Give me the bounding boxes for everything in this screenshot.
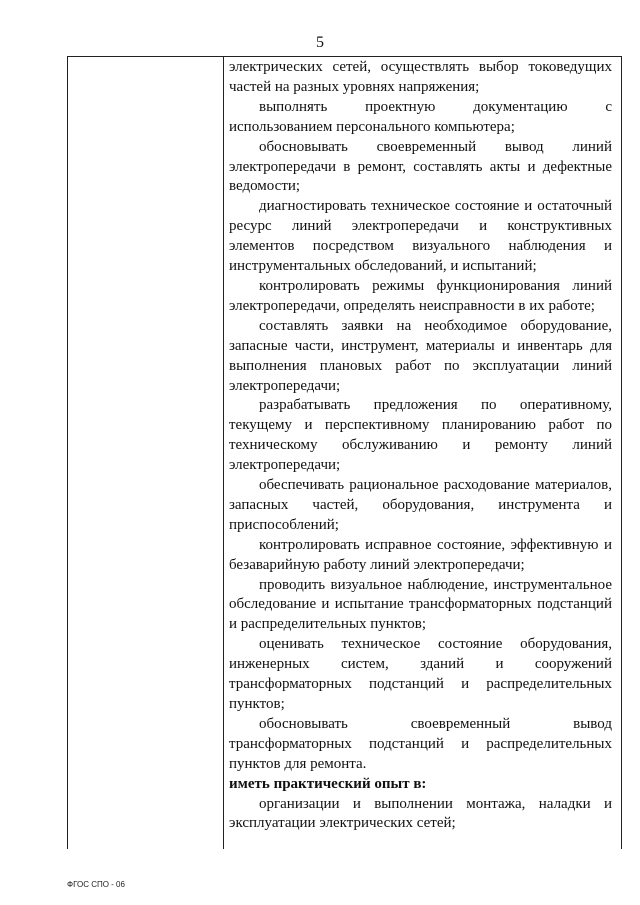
paragraph: диагностировать техническое состояние и остаточный ресурс линий электропередачи и конструктивных элементов посредством визуального наблюдения и инструментальных обследований, и испытаний; — [229, 198, 612, 275]
paragraph: обосновывать своевременный вывод трансформаторных подстанций и распределительных пунктов для ремонта. — [229, 715, 612, 772]
table-right-column — [225, 57, 618, 849]
section-heading: иметь практический опыт в: — [229, 775, 427, 792]
paragraph: оценивать техническое состояние оборудования, инженерных систем, зданий и сооружений трансформаторных подстанций и распределительных пунктов; — [229, 636, 612, 712]
paragraph: контролировать исправное состояние, эффективную и безаварийную работу линий электропередачи; — [229, 536, 612, 573]
paragraph: организации и выполнении монтажа, наладки и эксплуатации электрических сетей; — [229, 795, 612, 832]
page-number: 5 — [316, 34, 324, 51]
table-left-column — [68, 57, 224, 849]
content-table — [67, 56, 622, 849]
paragraph: обосновывать своевременный вывод линий электропередачи в ремонт, составлять акты и дефектные ведомости; — [229, 138, 612, 195]
paragraph: обеспечивать рациональное расходование материалов, запасных частей, оборудования, инструмента и приспособлений; — [229, 477, 612, 533]
paragraph: электрических сетей, осуществлять выбор токоведущих частей на разных уровнях напряжения; — [229, 59, 612, 95]
paragraph: составлять заявки на необходимое оборудование, запасные части, инструмент, материалы и инвентарь для выполнения плановых работ по эксплуатации линий электропередачи; — [229, 317, 612, 394]
footer-label: ФГОС СПО - 06 — [67, 880, 125, 889]
paragraph: выполнять проектную документацию с использованием персонального компьютера; — [229, 98, 612, 135]
paragraph: проводить визуальное наблюдение, инструментальное обследование и испытание трансформаторных подстанций и распределительных пунктов; — [229, 576, 612, 633]
paragraph: контролировать режимы функционирования линий электропередачи, определять неисправности в их работе; — [229, 277, 612, 314]
paragraph: разрабатывать предложения по оперативному, текущему и перспективному планированию работ по техническому обслуживанию и ремонту линий электропередачи; — [229, 397, 612, 474]
